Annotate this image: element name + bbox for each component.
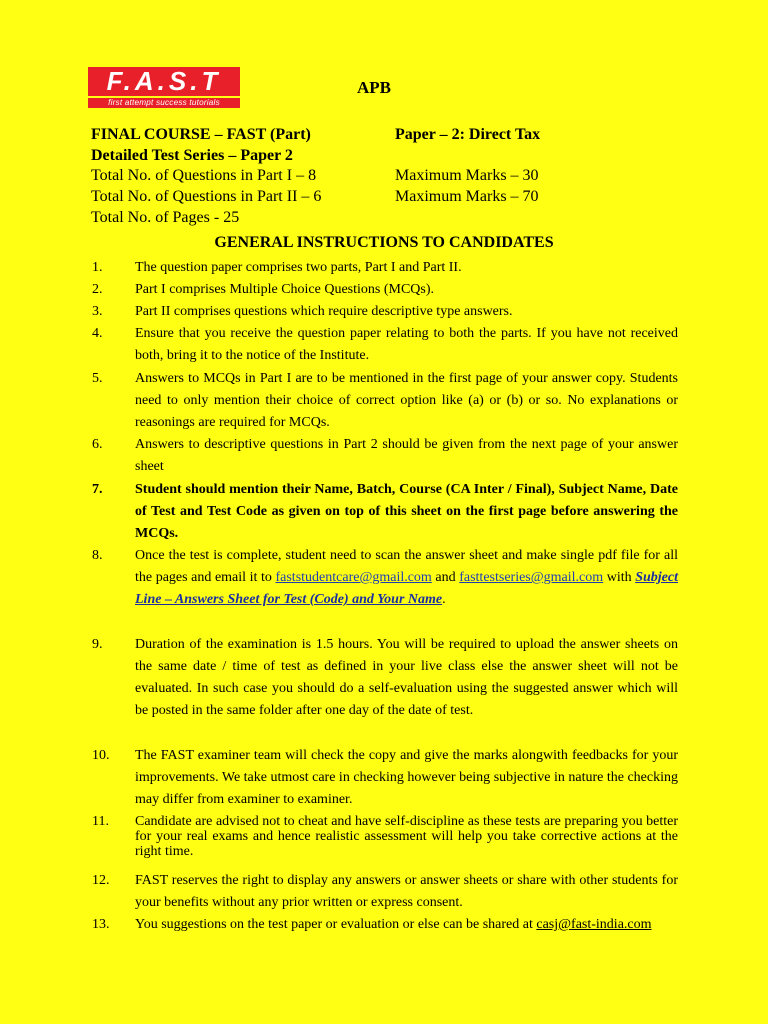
- item-text: Candidate are advised not to cheat and have self-discipline as these tests are preparing you better for your real exams and hence realistic assessment will help you take corrective actions at the right time.: [135, 814, 678, 859]
- item-text: The question paper comprises two parts, Part I and Part II.: [135, 260, 462, 275]
- logo-text: F.A.S.T: [88, 67, 240, 96]
- item-number: 13.: [92, 917, 110, 932]
- item-number: 7.: [92, 482, 103, 497]
- item-text: Student should mention their Name, Batch, Course (CA Inter / Final), Subject Name, Date of Test and Test Code as given on top of this sheet on the first page before answering the MCQs.: [135, 482, 678, 541]
- item-text-part: .: [442, 592, 446, 607]
- fast-logo: [88, 67, 240, 109]
- item-number: 11.: [92, 814, 109, 829]
- paper-name: Paper – 2: Direct Tax: [395, 126, 541, 143]
- questions-part2: Total No. of Questions in Part II – 6: [91, 188, 322, 205]
- item-number: 4.: [92, 326, 103, 341]
- item-text: [135, 545, 678, 611]
- item-text: Answers to MCQs in Part I are to be mentioned in the first page of your answer copy. Students need to only mention their choice of correct option like (a) or (b) or so. No explanations or reasonings are required for MCQs.: [135, 371, 678, 430]
- item-text: Ensure that you receive the question paper relating to both the parts. If you have not received both, bring it to the notice of the Institute.: [135, 326, 678, 363]
- list-item: [92, 323, 678, 367]
- item-text: Part I comprises Multiple Choice Questions (MCQs).: [135, 282, 435, 297]
- list-item: [92, 257, 678, 279]
- item-text: Duration of the examination is 1.5 hours. You will be required to upload the answer sheets on the same date / time of test as defined in your live class else the answer sheet will not be evaluated. In such case you should do a self-evaluation using the suggested answer which will be posted in the same folder after one day of the date of test.: [135, 637, 678, 718]
- list-item: [92, 814, 678, 859]
- list-item: [92, 279, 678, 301]
- item-number: 10.: [92, 748, 110, 763]
- logo-tagline: first attempt success tutorials: [88, 98, 240, 108]
- instructions-title: GENERAL INSTRUCTIONS TO CANDIDATES: [214, 234, 554, 251]
- marks-part2: Maximum Marks – 70: [395, 188, 539, 205]
- list-item: [92, 870, 678, 914]
- list-item: [92, 914, 678, 936]
- marks-part1: Maximum Marks – 30: [395, 167, 539, 184]
- email-link-casj[interactable]: casj@fast-india.com: [536, 917, 652, 932]
- paper-code: APB: [357, 78, 391, 97]
- item-number: 9.: [92, 637, 103, 652]
- item-text-part: and: [431, 570, 460, 585]
- email-link-testseries[interactable]: fasttestseries@gmail.com: [459, 570, 604, 585]
- list-item: [92, 545, 678, 611]
- total-pages: Total No. of Pages - 25: [91, 209, 240, 226]
- item-text: FAST reserves the right to display any answers or answer sheets or share with other students for your benefits without any prior written or express consent.: [135, 873, 678, 910]
- test-series: Detailed Test Series – Paper 2: [91, 147, 293, 164]
- list-item: [92, 301, 678, 323]
- list-item: [92, 745, 678, 811]
- list-item: [92, 434, 678, 478]
- list-item: [92, 368, 678, 434]
- item-text-part: with: [603, 570, 636, 585]
- item-number: 5.: [92, 371, 103, 386]
- item-number: 3.: [92, 304, 103, 319]
- item-number: 8.: [92, 548, 103, 563]
- list-item: [92, 479, 678, 545]
- item-text: Part II comprises questions which require descriptive type answers.: [135, 304, 513, 319]
- item-number: 12.: [92, 873, 110, 888]
- list-item: [92, 634, 678, 722]
- item-text-part: You suggestions on the test paper or evaluation or else can be shared at: [135, 917, 537, 932]
- item-number: 1.: [92, 260, 103, 275]
- course-name: FINAL COURSE – FAST (Part): [91, 126, 311, 143]
- email-link-studentcare[interactable]: faststudentcare@gmail.com: [275, 570, 432, 585]
- item-text: [135, 914, 678, 936]
- item-text: Answers to descriptive questions in Part 2 should be given from the next page of your answer sheet: [135, 437, 678, 474]
- subject-line: Subject Line – Answers Sheet for Test (Code) and Your Name: [135, 570, 678, 607]
- item-number: 6.: [92, 437, 103, 452]
- item-number: 2.: [92, 282, 103, 297]
- item-text-part: Once the test is complete, student need to scan the answer sheet and make single pdf file for all the pages and email it to: [135, 548, 678, 585]
- item-text: The FAST examiner team will check the copy and give the marks alongwith feedbacks for your improvements. We take utmost care in checking however being subjective in nature the checking may differ from examiner to examiner.: [135, 748, 678, 807]
- questions-part1: Total No. of Questions in Part I – 8: [91, 167, 317, 184]
